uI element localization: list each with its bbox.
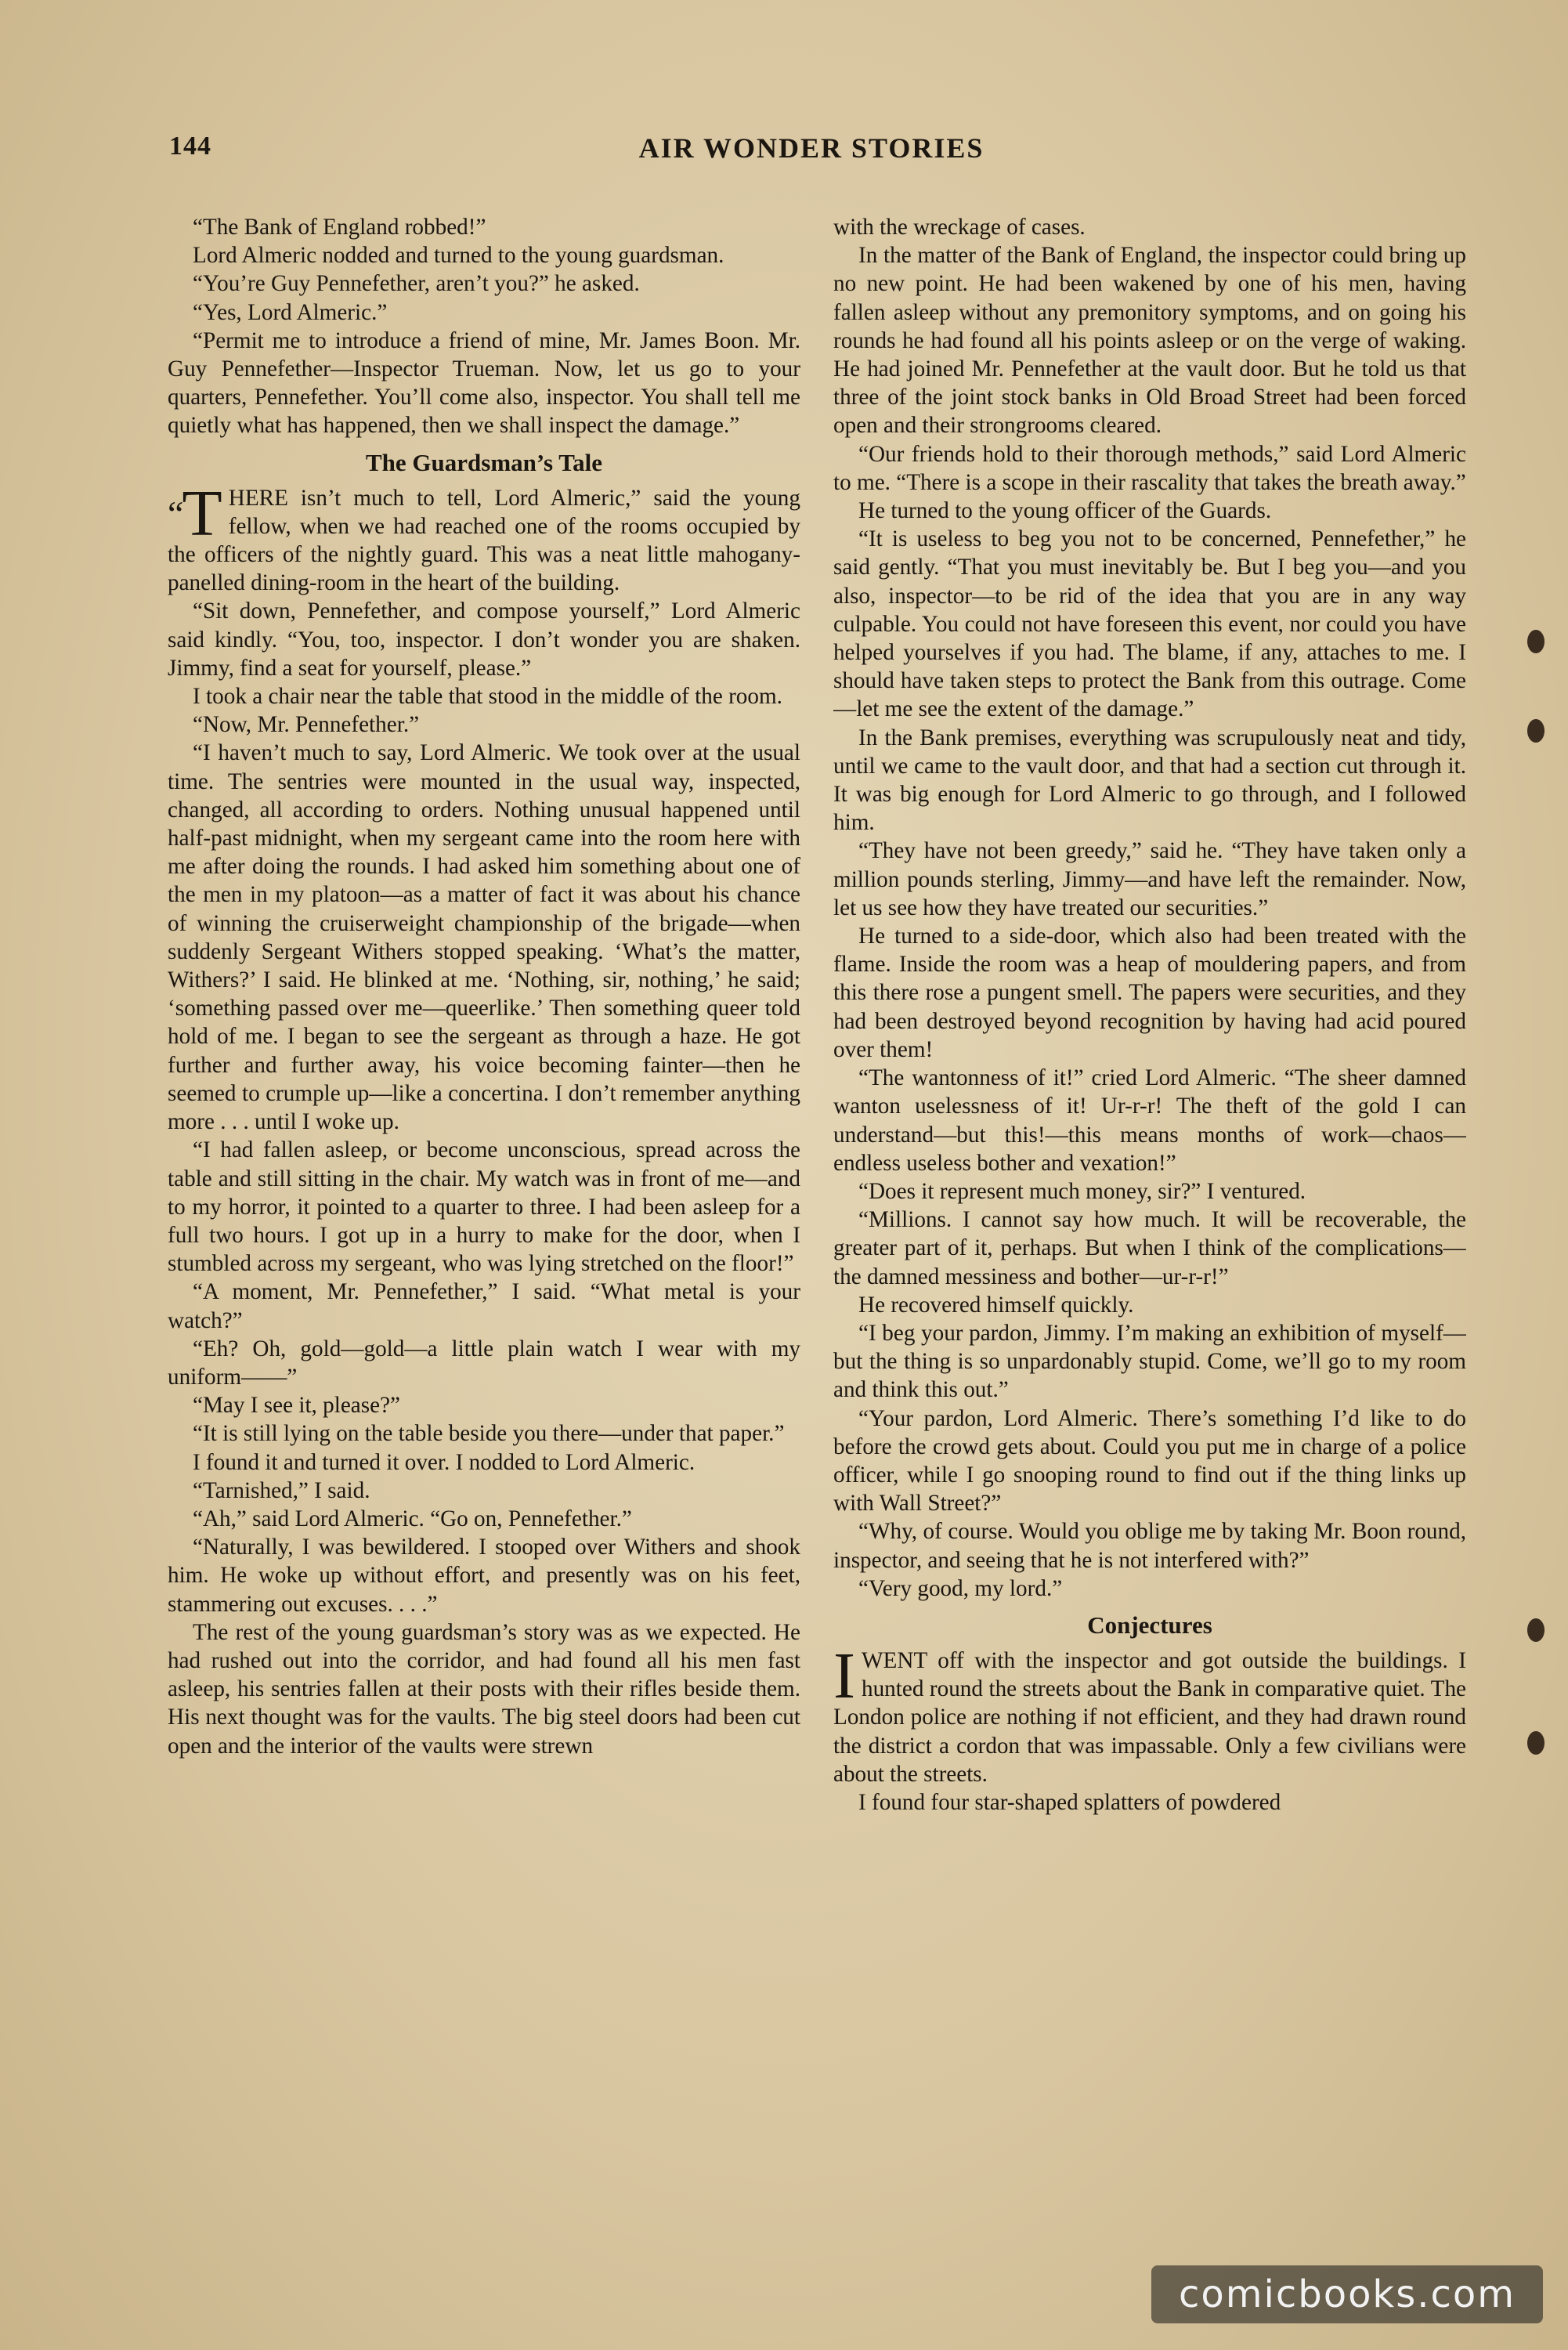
paragraph: “Your pardon, Lord Almeric. There’s something I’d like to do before the crowd gets about. Could you put me in charge of a police officer, while I go snooping round to find out if the thing links up with Wall Street?” xyxy=(833,1405,1466,1517)
paragraph-drop-cap xyxy=(833,1639,1466,1788)
paragraph: I found four star-shaped splatters of powdered xyxy=(858,1789,1281,1815)
page-number: 144 xyxy=(169,132,211,161)
paragraph: “They have not been greedy,” said he. “They have taken only a million pounds sterling, Jimmy—and have left the remainder. Now, let us see how they have treated our securities.” xyxy=(833,838,1466,920)
section-heading: The Guardsman’s Tale xyxy=(365,448,603,476)
paragraph: “Permit me to introduce a friend of mine, Mr. James Boon. Mr. Guy Pennefether—Inspector Trueman. Now, let us go to your quarters, Pennefether. You’ll come also, inspector. You shall tell me quietly what has happened, then we shall inspect the damage.” xyxy=(168,327,800,439)
drop-cap-glyph: T xyxy=(182,476,222,550)
paragraph: “Yes, Lord Almeric.” xyxy=(193,299,388,325)
paragraph: Lord Almeric nodded and turned to the young guardsman. xyxy=(193,243,724,269)
paragraph: I took a chair near the table that stood in the middle of the room. xyxy=(193,684,782,710)
drop-cap-glyph: I xyxy=(833,1639,855,1712)
paragraph: “Does it represent much money, sir?” I ventured. xyxy=(858,1178,1306,1204)
paragraph: “The wantonness of it!” cried Lord Almeric. “The sheer damned wanton uselessness of it! Ur-r-r! The theft of the gold I can understand—but this!—this means months of work—chaos—endless useless bother and vexation!” xyxy=(833,1065,1466,1176)
paragraph: “Eh? Oh, gold—gold—a little plain watch I wear with my uniform——” xyxy=(168,1336,800,1390)
paragraph: “Very good, my lord.” xyxy=(858,1575,1063,1601)
paragraph: “Sit down, Pennefether, and compose yourself,” Lord Almeric said kindly. “You, too, inspector. I don’t wonder you are shaken. Jimmy, find a seat for yourself, please.” xyxy=(168,598,800,681)
binding-hole xyxy=(1527,1731,1545,1755)
watermark-text: comicbooks.com xyxy=(1178,2272,1516,2316)
paragraph: “You’re Guy Pennefether, aren’t you?” he asked. xyxy=(193,271,640,297)
magazine-title: AIR WONDER STORIES xyxy=(638,132,985,164)
paragraph: “It is useless to beg you not to be concerned, Pennefether,” he said gently. “That you must inevitably be. But I beg you—and you also, inspector—to be rid of the idea that you are in any way culpable. You could not have foreseen this event, nor could you have helped yourselves if you had. The blame, if any, attaches to me. I should have taken steps to protect the Bank from this outrage. Come—let me see the extent of the damage.” xyxy=(833,526,1466,722)
paragraph: He recovered himself quickly. xyxy=(858,1292,1134,1318)
paragraph: In the Bank premises, everything was scrupulously neat and tidy, until we came to the vault door, and that had a section cut through it. It was big enough for Lord Almeric to go through, and I followed him. xyxy=(833,725,1466,836)
paragraph: The rest of the young guardsman’s story was as we expected. He had rushed out into the corridor, and had found all his men fast asleep, his sentries fallen at their posts with their rifles beside them. His next thought was for the vaults. The big steel doors had been cut open and the interior of the vaults were strewn xyxy=(168,1619,800,1759)
paragraph: “Now, Mr. Pennefether.” xyxy=(193,712,420,738)
paragraph: “I haven’t much to say, Lord Almeric. We took over at the usual time. The sentries were mounted in the usual way, inspected, changed, all according to orders. Nothing unusual happened until half-past midnight, when my sergeant came into the room here with me after doing the rounds. I had asked him something about one of the men in my platoon—as a matter of fact it was about his chance of winning the cruiserweight championship of the brigade—when suddenly Sergeant Withers stopped speaking. ‘What’s the matter, Withers?’ I said. He blinked at me. ‘Nothing, sir, nothing,’ he said; ‘something passed over me—queerlike.’ Then something queer told hold of me. I began to see the sergeant as through a haze. He got further and further away, his voice becoming fainter—then he seemed to crumple up—like a concertina. I don’t remember anything more . . . until I woke up. xyxy=(168,740,800,1135)
watermark-logo xyxy=(1151,2265,1543,2323)
paragraph: “The Bank of England robbed!” xyxy=(193,215,486,240)
paragraph: “Tarnished,” I said. xyxy=(193,1477,370,1503)
drop-cap-letter xyxy=(168,476,222,550)
paragraph: In the matter of the Bank of England, the inspector could bring up no new point. He had been wakened by one of his men, having fallen asleep without any premonitory symptoms, and on going his rounds he had found all his points asleep or on the verge of waking. He had joined Mr. Pennefether at the vault door. But he told us that three of the joint stock banks in Old Broad Street had been forced open and their strongrooms cleared. xyxy=(833,243,1466,439)
paragraph: “I had fallen asleep, or become unconscious, spread across the table and still sitting in the chair. My watch was in front of me—and to my horror, it pointed to a quarter to three. I had been asleep for a full two hours. I got up in a hurry to make for the door, when I stumbled across my sergeant, who was lying stretched on the floor!” xyxy=(168,1137,800,1277)
paragraph: “Naturally, I was bewildered. I stooped over Withers and shook him. He woke up without effort, and presently was on his feet, stammering out excuses. . . .” xyxy=(168,1535,800,1617)
paragraph: “Ah,” said Lord Almeric. “Go on, Pennefether.” xyxy=(193,1506,632,1531)
left-text-column xyxy=(168,213,800,2195)
paragraph: He turned to a side-door, which also had been treated with the flame. Inside the room was a heap of mouldering papers, and from this there rose a pungent smell. The papers were securities, and they had been destroyed beyond recognition by having had acid poured over them! xyxy=(833,924,1466,1062)
binding-hole xyxy=(1527,630,1545,653)
section-heading: Conjectures xyxy=(1087,1611,1212,1639)
paragraph: I found it and turned it over. I nodded to Lord Almeric. xyxy=(193,1449,695,1475)
paragraph: “Millions. I cannot say how much. It will be recoverable, the greater part of it, perhaps. But when I think of the complications—the damned messiness and bother—ur-r-r!” xyxy=(833,1207,1466,1289)
paragraph: “Our friends hold to their thorough methods,” said Lord Almeric to me. “There is a scope in their rascality that takes the breath away.” xyxy=(833,441,1466,495)
paragraph: “May I see it, please?” xyxy=(193,1393,400,1419)
paragraph: “I beg your pardon, Jimmy. I’m making an exhibition of myself—but the thing is so unpardonably stupid. Come, we’ll go to my room and think this out.” xyxy=(833,1320,1466,1403)
binding-hole xyxy=(1527,719,1545,743)
running-head xyxy=(169,132,1454,175)
paragraph: “A moment, Mr. Pennefether,” I said. “What metal is your watch?” xyxy=(168,1279,800,1333)
drop-cap-quote: “ xyxy=(168,493,184,533)
paragraph: with the wreckage of cases. xyxy=(833,215,1086,240)
drop-cap-letter xyxy=(833,1639,855,1712)
binding-hole xyxy=(1527,1618,1545,1642)
paragraph-drop-cap xyxy=(168,476,800,598)
paragraph-text: WENT off with the inspector and got outside the buildings. I hunted round the streets about the Bank in comparative quiet. The London police are nothing if not efficient, and they had drawn round the district a cordon that was impassable. Only a few civilians were about the streets. xyxy=(833,1647,1466,1787)
paragraph: “Why, of course. Would you oblige me by taking Mr. Boon round, inspector, and seeing that he is not interfered with?” xyxy=(833,1519,1466,1573)
right-text-column xyxy=(833,213,1466,2195)
paragraph: “It is still lying on the table beside you there—under that paper.” xyxy=(193,1421,785,1447)
paragraph: He turned to the young officer of the Guards. xyxy=(858,498,1272,524)
paragraph-text: HERE isn’t much to tell, Lord Almeric,” said the young fellow, when we had reached one of the rooms occupied by the officers of the nightly guard. This was a neat little mahogany-panelled dining-room in the heart of the building. xyxy=(168,485,800,596)
